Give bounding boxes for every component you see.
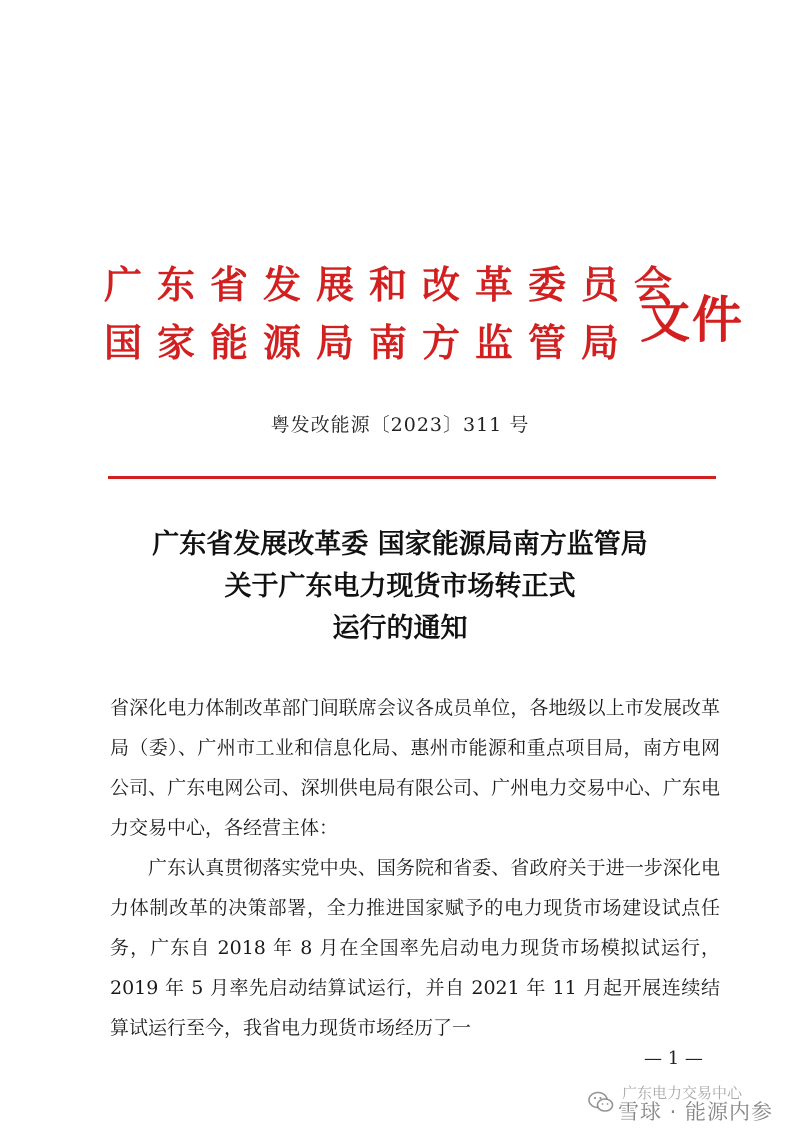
- page-number: — 1 —: [644, 1048, 703, 1069]
- title-line-1: 广东省发展改革委 国家能源局南方监管局: [152, 529, 648, 560]
- document-header: [104, 248, 764, 368]
- wechat-icon: [588, 1090, 614, 1118]
- watermark-source: 广东电力交易中心: [622, 1084, 743, 1102]
- document-type-label: 文件: [640, 290, 744, 349]
- body-paragraph-1: 广东认真贯彻落实党中央、国务院和省委、省政府关于进一步深化电力体制改革的决策部署，全力推进国家赋予的电力现货市场建设试点任务，广东自 2018 年 8 月在全国率先启动电力现货市场模拟试运行，2019 年 5 月率先启动结算试运行，并自 2021 年 11 月起开展连续结算试运行至今，我省电力现货市场经历了一: [110, 857, 720, 1039]
- red-divider: [108, 476, 716, 479]
- watermark-brand: 雪球 · 能源内参: [618, 1100, 774, 1124]
- watermark: [588, 1080, 788, 1126]
- document-title: [0, 524, 800, 650]
- document-number: 粤发改能源〔2023〕311 号: [270, 414, 530, 436]
- document-body: [110, 688, 720, 1048]
- issuer-name-2: 国家能源局南方监管局: [104, 320, 635, 365]
- title-line-2: 关于广东电力现货市场转正式: [224, 571, 576, 602]
- title-line-3: 运行的通知: [332, 613, 468, 644]
- issuer-name-1: 广东省发展和改革委员会: [104, 262, 688, 307]
- recipients-paragraph: 省深化电力体制改革部门间联席会议各成员单位，各地级以上市发展改革局（委）、广州市工业和信息化局、惠州市能源和重点项目局，南方电网公司、广东电网公司、深圳供电局有限公司、广州电力交易中心、广东电力交易中心，各经营主体：: [110, 697, 720, 839]
